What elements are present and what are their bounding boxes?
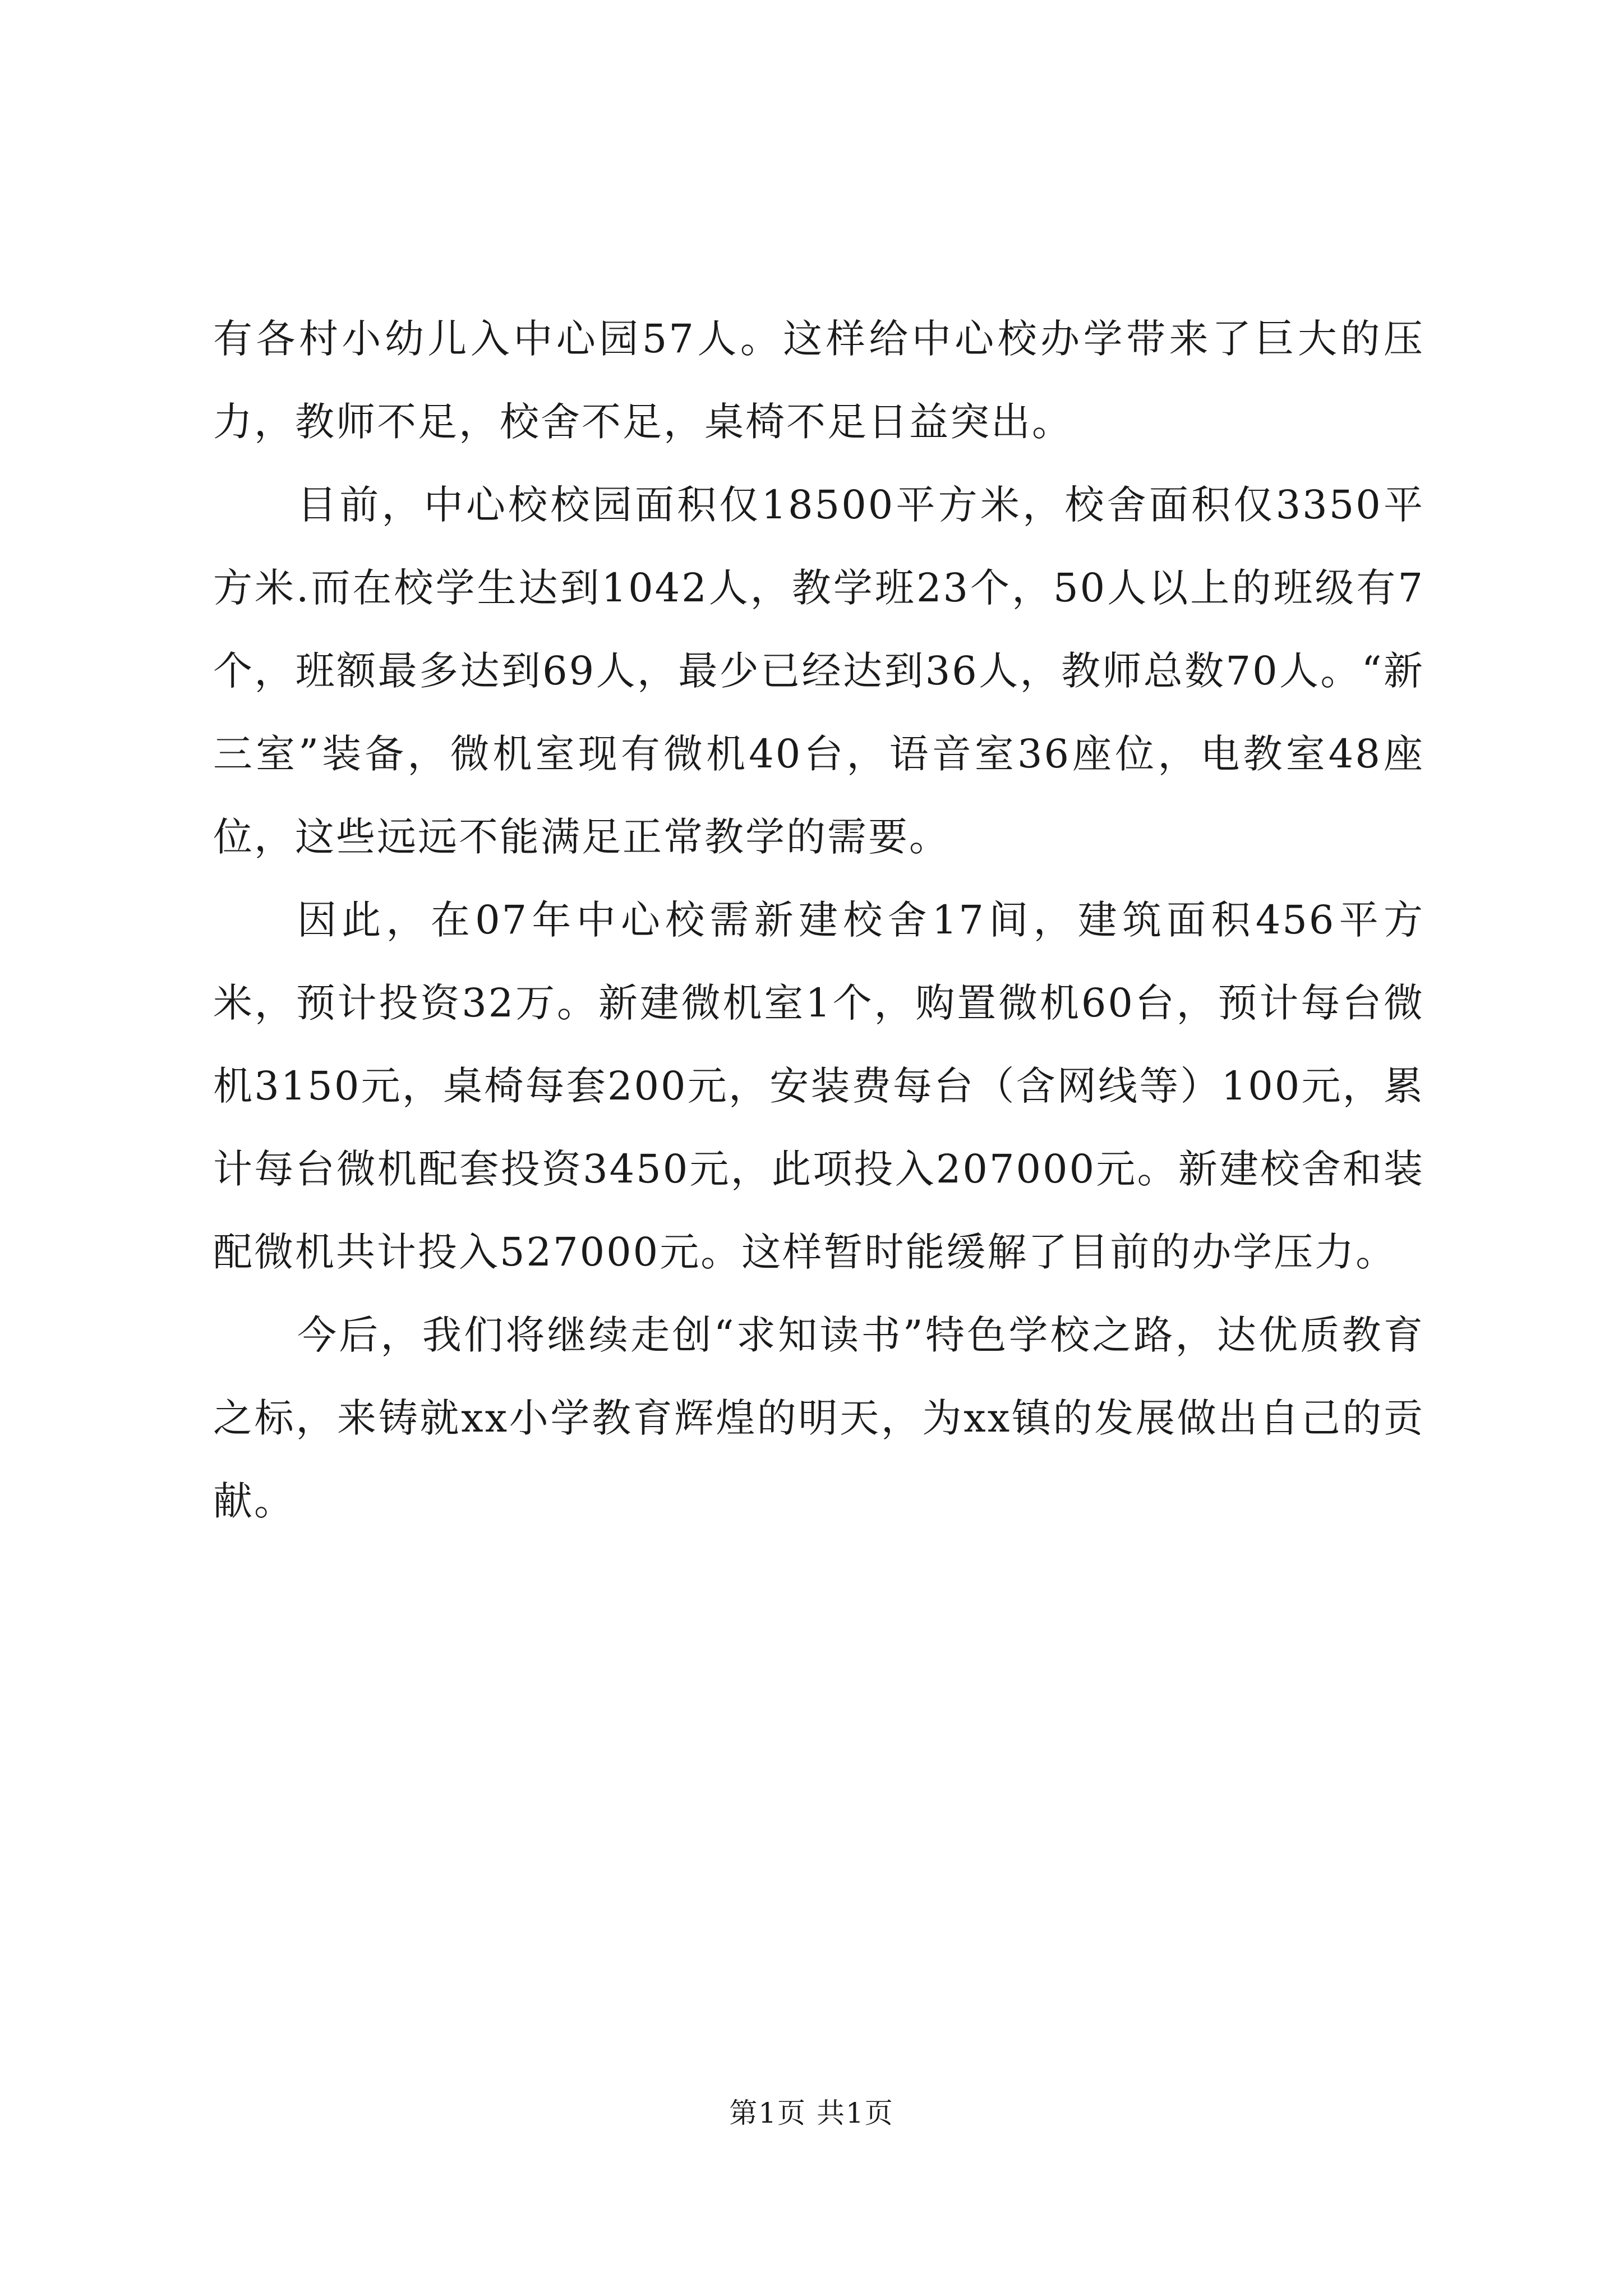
body-text (213, 297, 1424, 1543)
paragraph-1: 有各村小幼儿入中心园57人。这样给中心校办学带来了巨大的压力，教师不足，校舍不足，桌椅不足日益突出。 (213, 316, 1424, 445)
paragraph-3: 因此，在07年中心校需新建校舍17间，建筑面积456平方米，预计投资32万。新建微机室1个，购置微机60台，预计每台微机3150元，桌椅每套200元，安装费每台（含网线等）100元，累计每台微机配套投资3450元，此项投入207000元。新建校舍和装配微机共计投入527000元。这样暂时能缓解了目前的办学压力。 (213, 897, 1424, 1275)
paragraph-2: 目前，中心校校园面积仅18500平方米，校舍面积仅3350平方米.而在校学生达到1042人，教学班23个，50人以上的班级有7个，班额最多达到69人，最少已经达到36人，教师总数70人。“新三室”装备，微机室现有微机40台，语音室36座位，电教室48座位，这些远远不能满足正常教学的需要。 (213, 482, 1424, 860)
paragraph-4: 今后，我们将继续走创“求知读书”特色学校之路，达优质教育之标，来铸就xx小学教育辉煌的明天，为xx镇的发展做出自己的贡献。 (213, 1312, 1424, 1524)
page-footer: 第1页 共1页 (729, 2097, 894, 2129)
